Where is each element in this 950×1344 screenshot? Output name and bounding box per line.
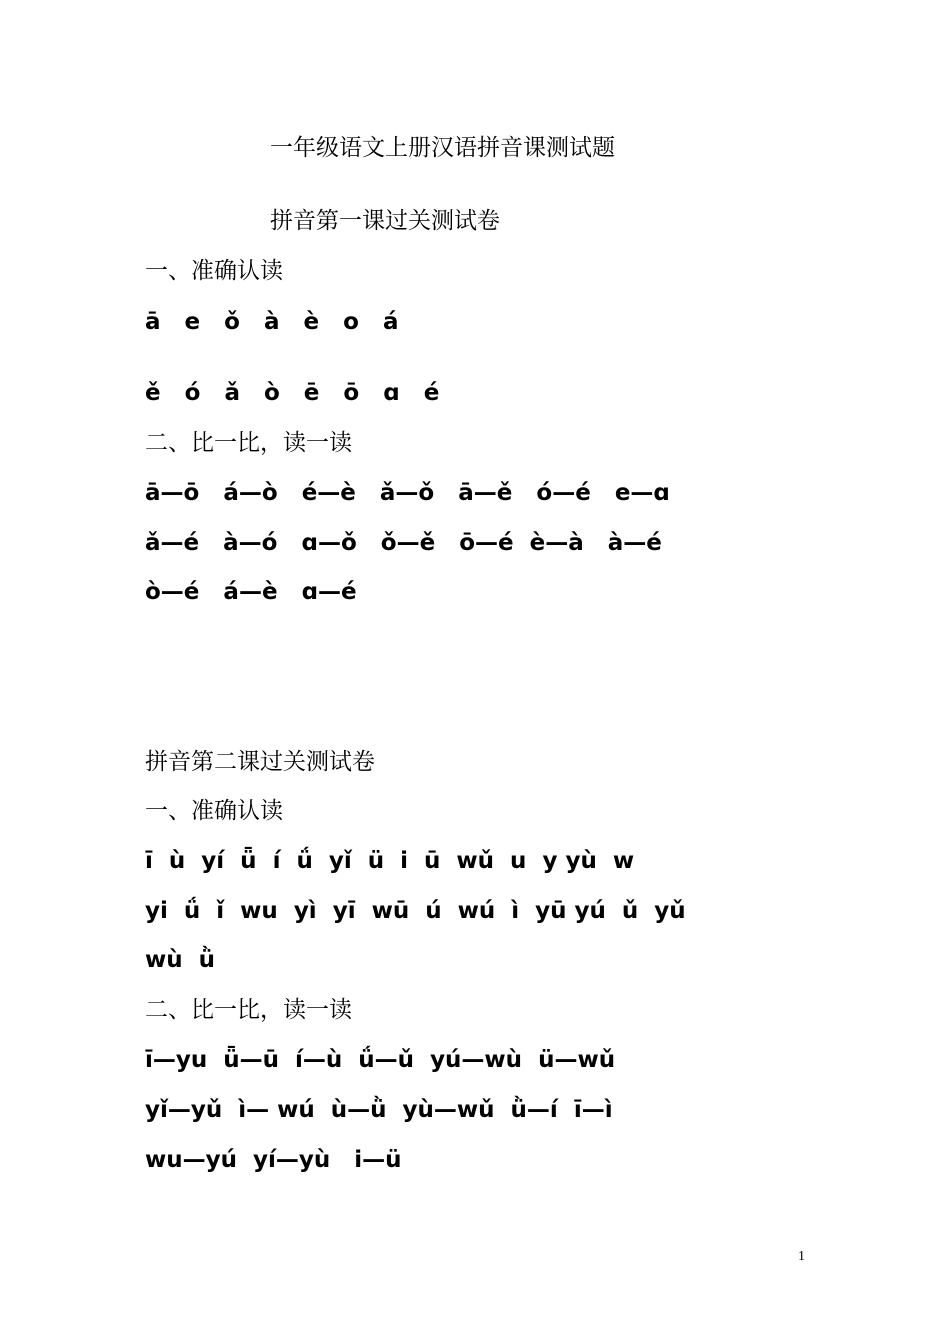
lesson1-compare-row-3: ò—é á—è ɑ—é — [145, 579, 357, 605]
lesson1-compare-row-1: ā—ō á—ò é—è ǎ—ǒ ā—ě ó—é e—ɑ — [145, 480, 670, 506]
document-title: 一年级语文上册汉语拼音课测试题 — [270, 135, 615, 161]
lesson1-part1-heading: 一、准确认读 — [145, 258, 283, 284]
lesson2-heading: 拼音第二课过关测试卷 — [145, 749, 375, 775]
lesson1-compare-row-2: ǎ—é à—ó ɑ—ǒ ǒ—ě ō—é è—à à—é — [145, 530, 662, 556]
lesson2-read-row-2: yi ǘ ǐ wu yì yī wū ú wú ì yū yú ǔ yǔ — [145, 898, 686, 924]
lesson2-compare-row-1: ī—yu ǖ—ū í—ù ǘ—ǔ yú—wù ü—wǔ — [145, 1047, 616, 1073]
lesson2-read-row-1: ī ù yí ǖ í ǘ yǐ ü i ū wǔ u y yù w — [145, 848, 635, 874]
lesson2-part1-heading: 一、准确认读 — [145, 798, 283, 824]
lesson1-part2-heading: 二、比一比，读一读 — [145, 430, 352, 456]
lesson1-read-row-1: ā e ǒ à è o á — [145, 309, 399, 335]
lesson1-heading: 拼音第一课过关测试卷 — [270, 208, 500, 234]
lesson2-part2-heading: 二、比一比，读一读 — [145, 997, 352, 1023]
lesson2-compare-row-3: wu—yú yí—yù i—ü — [145, 1147, 402, 1173]
lesson2-compare-row-2: yǐ—yǔ ì— wú ù—ǜ yù—wǔ ǜ—í ī—ì — [145, 1097, 613, 1123]
lesson2-read-row-3: wù ǜ — [145, 947, 216, 973]
lesson1-read-row-2: ě ó ǎ ò ē ō ɑ é — [145, 380, 440, 406]
page-number: 1 — [798, 1249, 805, 1264]
